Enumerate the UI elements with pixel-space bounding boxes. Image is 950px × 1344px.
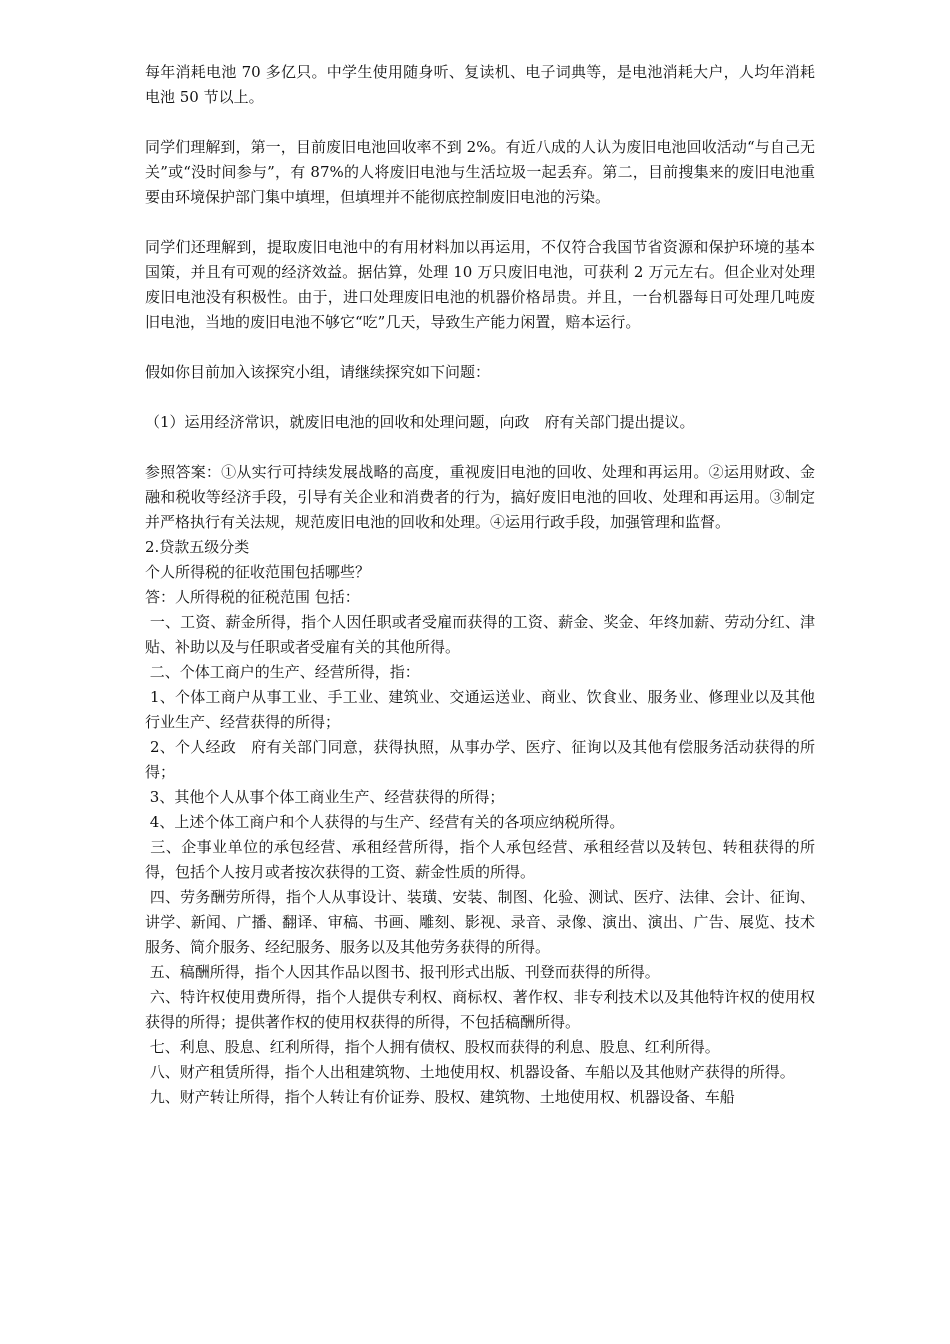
list-item-sub-1: 1、个体工商户从事工业、手工业、建筑业、交通运送业、商业、饮食业、服务业、修理业以及其他行业生产、经营获得的所得； [145, 688, 815, 731]
paragraph-reference-answer: 参照答案：①从实行可持续发展战略的高度，重视废旧电池的回收、处理和再运用。②运用财政、金融和税收等经济手段，引导有关企业和消费者的行为，搞好废旧电池的回收、处理和再运用。③制定并严格执行有关法规，规范废旧电池的回收和处理。④运用行政手段，加强管理和监督。 [145, 463, 815, 531]
paragraph-question-1: （1）运用经济常识，就废旧电池的回收和处理问题，向政 府有关部门提出提议。 [145, 413, 695, 431]
list-item-license-fees: 六、特许权使用费所得，指个人提供专利权、商标权、著作权、非专利技术以及其他特许权的使用权获得的所得；提供著作权的使用权获得的所得，不包括稿酬所得。 [145, 988, 815, 1031]
section-heading-loan-classification: 2.贷款五级分类 [145, 538, 250, 556]
question-tax-scope: 个人所得税的征收范围包括哪些？ [145, 563, 371, 581]
list-item-sub-3: 3、其他个人从事个体工商业生产、经营获得的所得； [145, 788, 505, 806]
list-item-interest-dividends: 七、利息、股息、红利所得，指个人拥有债权、股权而获得的利息、股息、红利所得。 [145, 1038, 720, 1056]
list-item-sub-2: 2、个人经政 府有关部门同意，获得执照，从事办学、医疗、征询以及其他有偿服务活动获得的所得； [145, 738, 815, 781]
list-item-property-lease: 八、财产租赁所得，指个人出租建筑物、土地使用权、机器设备、车船以及其他财产获得的所得。 [145, 1063, 795, 1081]
list-item-royalties: 五、稿酬所得，指个人因其作品以图书、报刊形式出版、刊登而获得的所得。 [145, 963, 660, 981]
document-page [145, 60, 815, 1110]
paragraph-question-intro: 假如你目前加入该探究小组，请继续探究如下问题： [145, 363, 491, 381]
list-item-property-transfer: 九、财产转让所得，指个人转让有价证券、股权、建筑物、土地使用权、机器设备、车船 [145, 1088, 735, 1106]
list-item-business-income: 二、个体工商户的生产、经营所得，指： [145, 663, 420, 681]
list-item-wages: 一、工资、薪金所得，指个人因任职或者受雇而获得的工资、薪金、奖金、年终加薪、劳动分红、津贴、补助以及与任职或者受雇有关的其他所得。 [145, 613, 815, 656]
list-item-contract-income: 三、企事业单位的承包经营、承租经营所得，指个人承包经营、承租经营以及转包、转租获得的所得，包括个人按月或者按次获得的工资、薪金性质的所得。 [145, 838, 815, 881]
paragraph-recycling-rate: 同学们理解到，第一，目前废旧电池回收率不到 2%。有近八成的人认为废旧电池回收活动“与自己无关”或“没时间参与”，有 87%的人将废旧电池与生活垃圾一起丢弃。第二，目前搜集来的废旧电池重要由环境保护部门集中填埋，但填埋并不能彻底控制废旧电池的污染。 [145, 138, 815, 206]
paragraph-battery-consumption: 每年消耗电池 70 多亿只。中学生使用随身听、复读机、电子词典等，是电池消耗大户，人均年消耗电池 50 节以上。 [145, 63, 815, 106]
list-item-sub-4: 4、上述个体工商户和个人获得的与生产、经营有关的各项应纳税所得。 [145, 813, 625, 831]
list-item-labor-income: 四、劳务酬劳所得，指个人从事设计、装璜、安装、制图、化验、测试、医疗、法律、会计、征询、讲学、新闻、广播、翻译、审稿、书画、雕刻、影视、录音、录像、演出、演出、广告、展览、技术服务、简介服务、经纪服务、服务以及其他劳务获得的所得。 [145, 888, 815, 956]
answer-intro: 答：人所得税的征税范围 包括： [145, 588, 360, 606]
paragraph-economic-benefit: 同学们还理解到，提取废旧电池中的有用材料加以再运用，不仅符合我国节省资源和保护环境的基本国策，并且有可观的经济效益。据估算，处理 10 万只废旧电池，可获利 2 万元左右。但企业对处理废旧电池没有积极性。由于，进口处理废旧电池的机器价格昂贵。并且，一台机器每日可处理几吨废旧电池，当地的废旧电池不够它“吃”几天，导致生产能力闲置，赔本运行。 [145, 238, 815, 331]
